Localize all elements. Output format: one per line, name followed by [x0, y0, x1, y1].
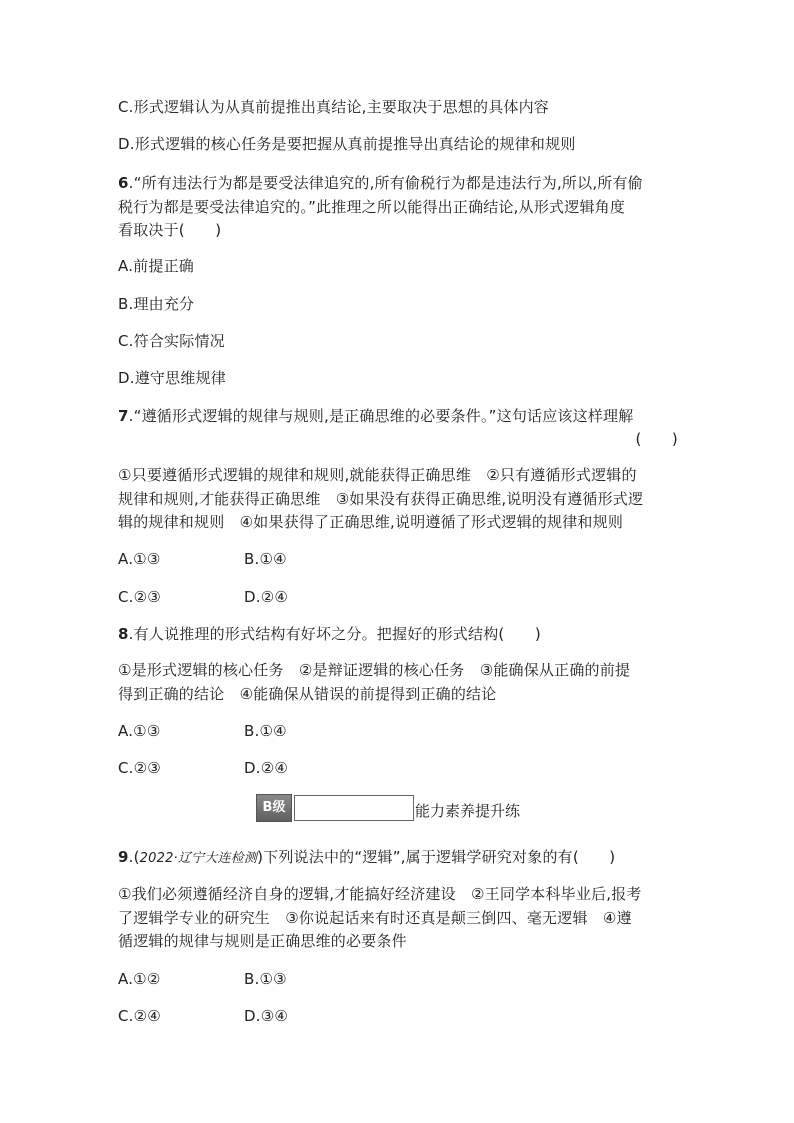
question-text: .“遵循形式逻辑的规律与规则,是正确思维的必要条件。”这句话应该这样理解 — [128, 407, 634, 425]
answer-paren: ( ) — [635, 430, 678, 448]
option-a: A.①③ — [118, 722, 161, 740]
question-text: )下列说法中的“逻辑”,属于逻辑学研究对象的有( ) — [257, 848, 616, 866]
question-9-stmt-3: 循逻辑的规律与规则是正确思维的必要条件 — [118, 932, 407, 950]
question-number: 9 — [118, 848, 129, 866]
question-9-options-ab — [118, 968, 678, 990]
question-number: 6 — [118, 174, 129, 192]
option-b: B.①④ — [244, 722, 287, 740]
question-7-line-1 — [118, 405, 678, 427]
question-9-stmt-1: ①我们必须遵循经济自身的逻辑,才能搞好经济建设 ②王同学本科毕业后,报考 — [118, 885, 642, 903]
question-8-stmt-1: ①是形式逻辑的核心任务 ②是辩证逻辑的核心任务 ③能确保从正确的前提 — [118, 661, 631, 679]
option-d: D.②④ — [244, 588, 289, 606]
question-7-options-ab — [118, 548, 678, 570]
question-7-stmt-3: 辑的规律和规则 ④如果获得了正确思维,说明遵循了形式逻辑的规律和规则 — [118, 513, 624, 531]
question-6-option-a: A.前提正确 — [118, 257, 194, 275]
option-d-prev: D.形式逻辑的核心任务是要把握从真前提推导出真结论的规律和规则 — [118, 135, 576, 153]
question-text: .“所有违法行为都是要受法律追究的,所有偷税行为都是违法行为,所以,所有偷 — [128, 174, 643, 192]
option-a: A.①② — [118, 970, 161, 988]
question-8-options-cd — [118, 757, 678, 779]
option-c: C.②③ — [118, 588, 161, 606]
question-text-pre: .( — [128, 848, 140, 866]
question-9-options-cd — [118, 1005, 678, 1027]
level-badge: B级 — [256, 794, 292, 822]
option-c: C.②④ — [118, 1007, 161, 1025]
option-d: D.②④ — [244, 759, 289, 777]
option-b: B.①③ — [244, 970, 287, 988]
section-title: 能力素养提升练 — [415, 802, 521, 820]
banner-box — [294, 795, 414, 821]
option-a: A.①③ — [118, 550, 161, 568]
question-6-line-1 — [118, 172, 678, 194]
question-7-stmt-2: 规律和规则,才能获得正确思维 ③如果没有获得正确思维,说明没有遵循形式逻 — [118, 490, 644, 508]
question-7-options-cd — [118, 586, 678, 608]
question-text: .有人说推理的形式结构有好坏之分。把握好的形式结构( ) — [128, 625, 541, 643]
question-number: 7 — [118, 407, 129, 425]
question-6-line-3: 看取决于( ) — [118, 221, 222, 239]
question-7-stmt-1: ①只要遵循形式逻辑的规律和规则,就能获得正确思维 ②只有遵循形式逻辑的 — [118, 466, 637, 484]
option-c: C.②③ — [118, 759, 161, 777]
option-d: D.③④ — [244, 1007, 289, 1025]
question-6-line-2: 税行为都是要受法律追究的。”此推理之所以能得出正确结论,从形式逻辑角度 — [118, 198, 626, 216]
question-6-option-c: C.符合实际情况 — [118, 332, 225, 350]
option-b: B.①④ — [244, 550, 287, 568]
question-8-stmt-2: 得到正确的结论 ④能确保从错误的前提得到正确的结论 — [118, 685, 497, 703]
question-8-options-ab — [118, 720, 678, 742]
question-number: 8 — [118, 625, 129, 643]
question-6-option-d: D.遵守思维规律 — [118, 369, 226, 387]
question-7-paren-line — [118, 428, 678, 450]
question-9-line-1 — [118, 846, 678, 870]
question-source: 2022·辽宁大连检测 — [139, 851, 258, 866]
question-9-stmt-2: 了逻辑学专业的研究生 ③你说起话来有时还真是颠三倒四、毫无逻辑 ④遵 — [118, 909, 632, 927]
question-6-option-b: B.理由充分 — [118, 295, 195, 313]
option-c-prev: C.形式逻辑认为从真前提推出真结论,主要取决于思想的具体内容 — [118, 98, 550, 116]
question-8-line-1 — [118, 623, 678, 645]
